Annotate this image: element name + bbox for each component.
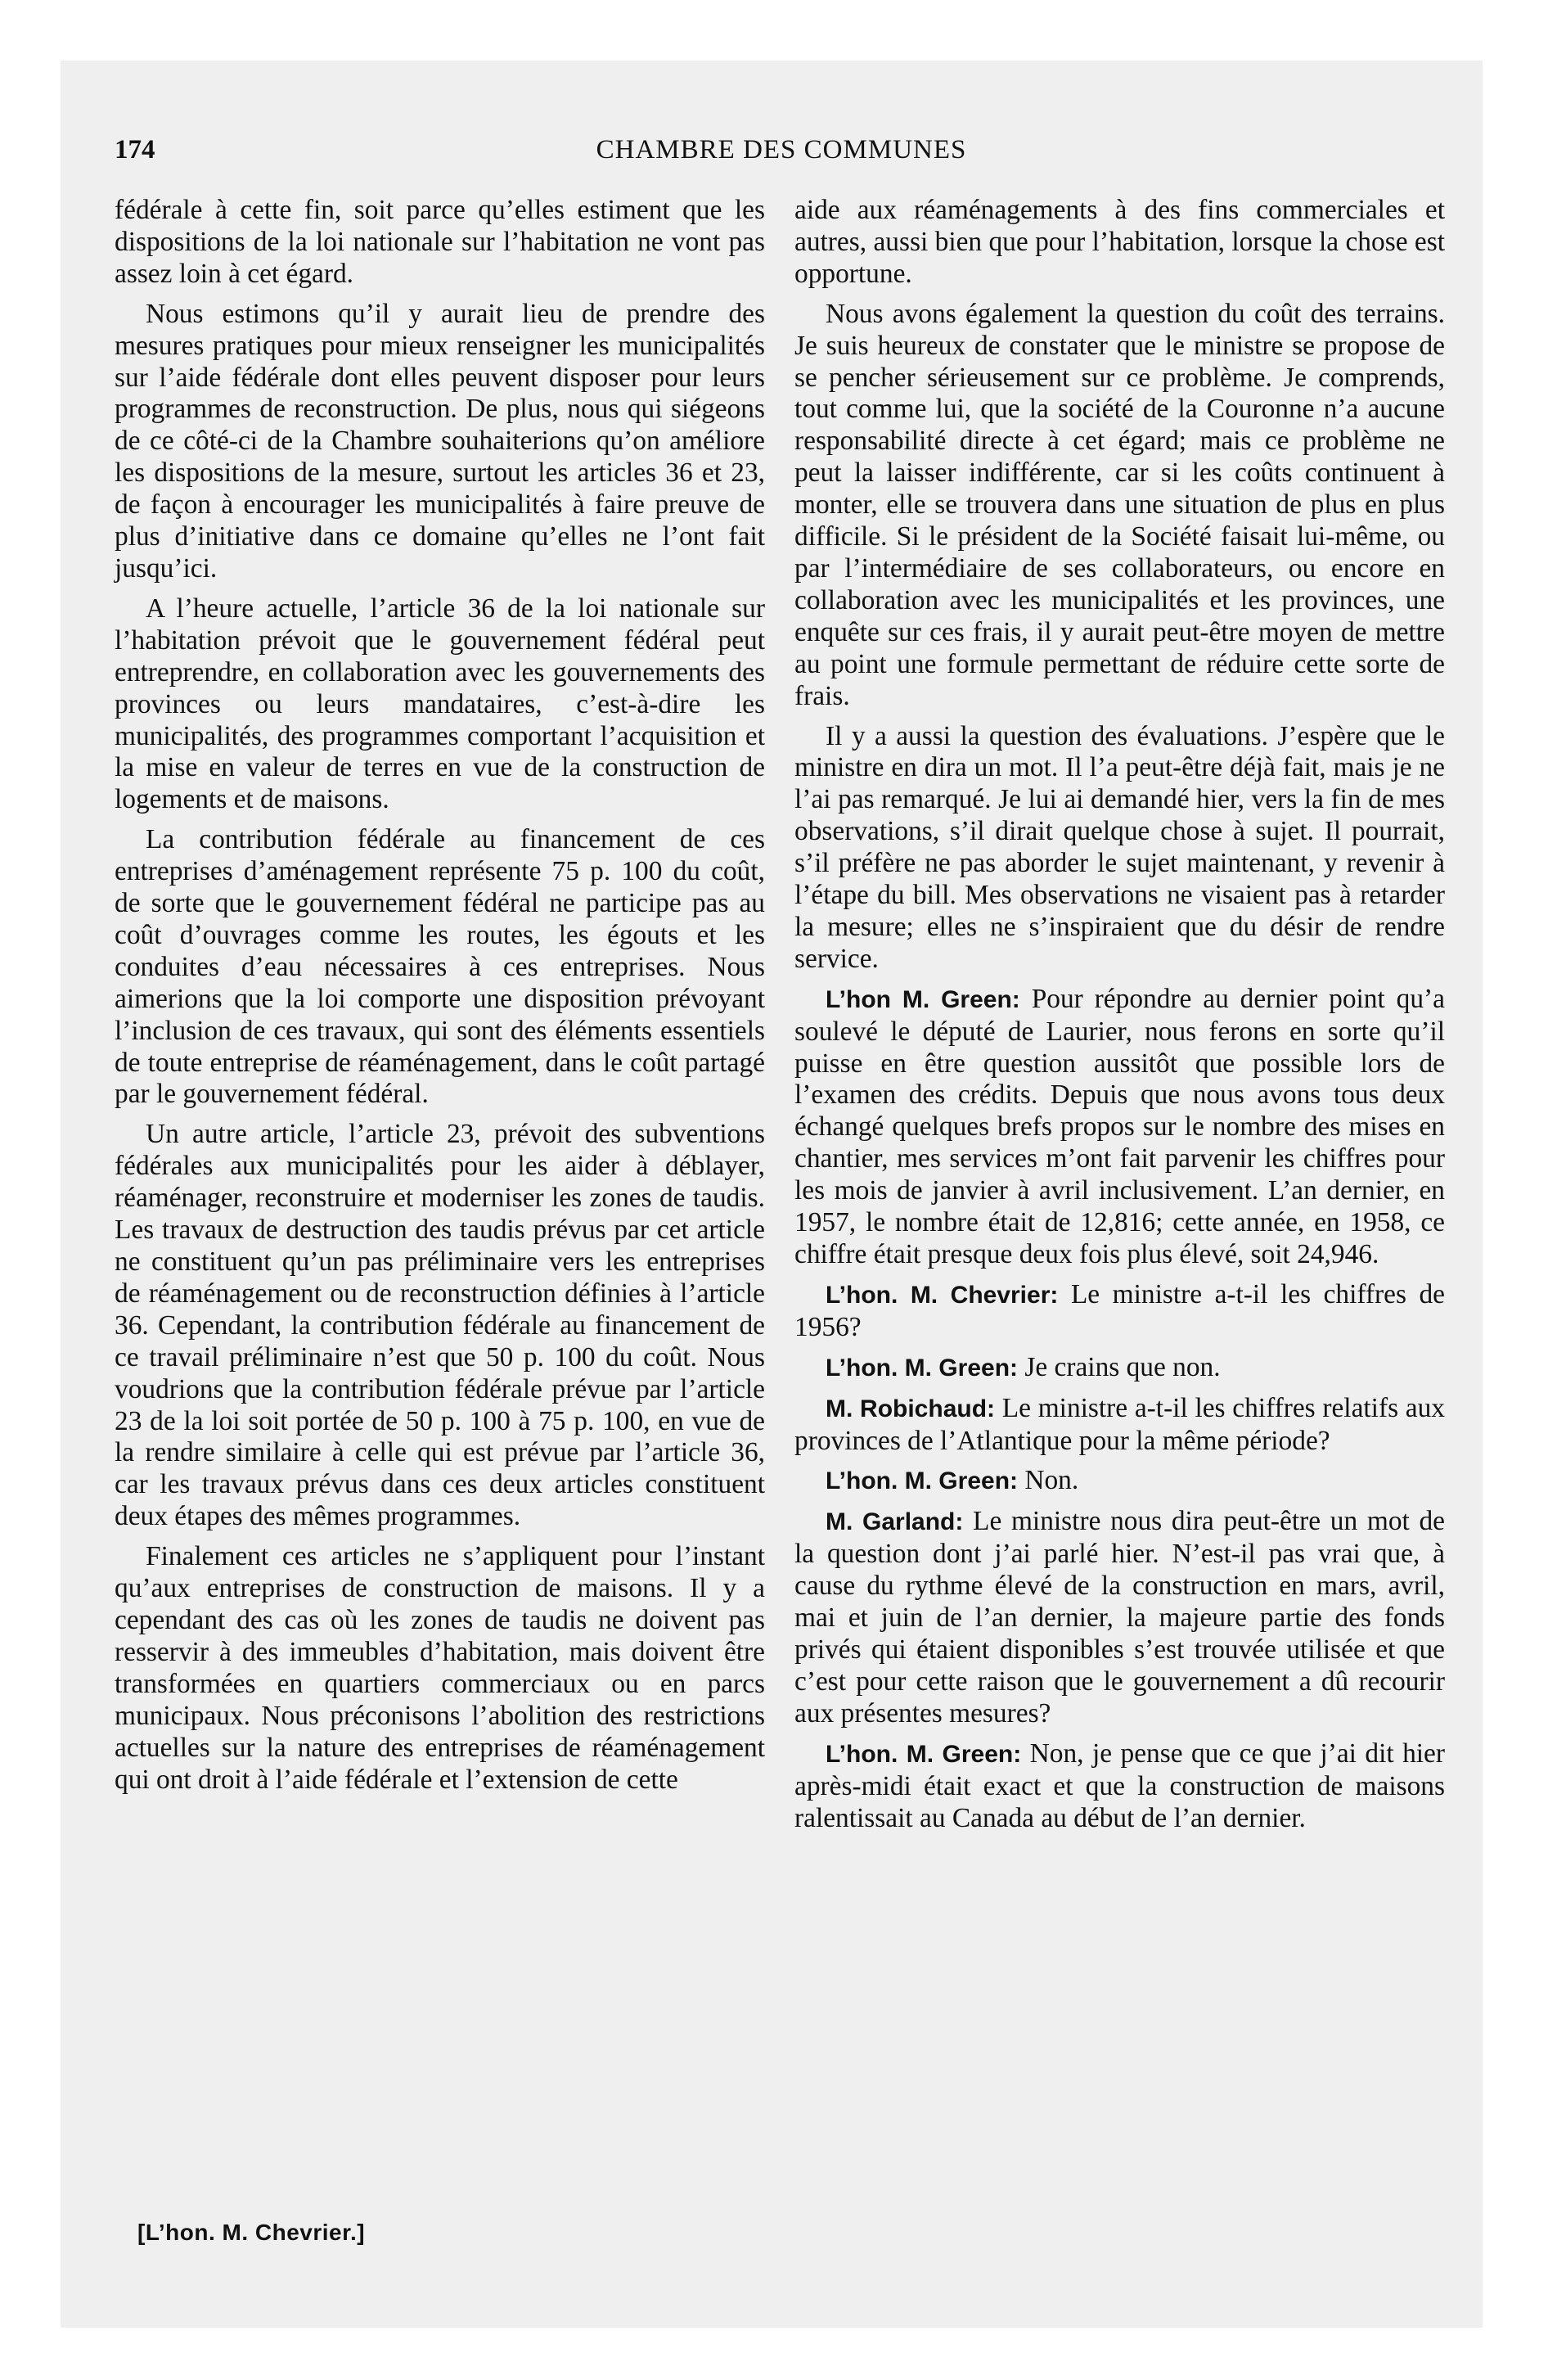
page-number: 174 — [115, 135, 155, 165]
speech-paragraph — [794, 1506, 1445, 1729]
speech-text: Le ministre a-t-il les chiffres de 1956? — [794, 1278, 1445, 1342]
speech-text: Non. — [1018, 1465, 1079, 1496]
page-header — [115, 135, 1448, 174]
left-column — [115, 195, 765, 1804]
paragraph — [794, 195, 1445, 291]
paragraph: Nous estimons qu’il y aurait lieu de prendre des mesures pratiques pour mieux renseigner les municipalités sur l’aide fédérale dont elles peuvent disposer pour leurs programmes de reconstruction. De plus, nous qui siégeons de ce côté-ci de la Chambre souhaiterions qu’on améliore les dispositions de la mesure, surtout les articles 36 et 23, de façon à encourager les municipalités à faire preuve de plus d’initiative dans ce domaine qu’elles ne l’ont fait jusqu’ici. — [115, 298, 765, 584]
speech-paragraph — [794, 1393, 1445, 1458]
paragraph: A l’heure actuelle, l’article 36 de la loi nationale sur l’habitation prévoit que le gouvernement fédéral peut entreprendre, en collaboration avec les gouvernements des provinces ou leurs mandataires, c’est-à-dire les municipalités, des programmes comportant l’acquisition et la mise en valeur de terres en vue de la construction de logements et de maisons. — [115, 593, 765, 815]
paragraph — [794, 721, 1445, 976]
speech-text: Je crains que non. — [1018, 1351, 1221, 1382]
speech-paragraph — [794, 1738, 1445, 1835]
running-title: CHAMBRE DES COMMUNES — [596, 135, 967, 165]
paragraph: fédérale à cette fin, soit parce qu’elles estiment que les dispositions de la loi nationale sur l’habitation ne vont pas assez loin à cet égard. — [115, 195, 765, 289]
paragraph — [794, 299, 1445, 713]
speaker-name: L’hon M. Green: — [826, 985, 1020, 1013]
right-column — [794, 195, 1445, 1842]
speech-paragraph — [794, 984, 1445, 1271]
speaker-name: M. Robichaud: — [826, 1395, 996, 1422]
speech-text: Le ministre a-t-il les chiffres relatifs aux provinces de l’Atlantique pour la même période? — [794, 1392, 1445, 1456]
speaker-name: L’hon. M. Chevrier: — [826, 1281, 1059, 1309]
footer-speaker-attribution: [L’hon. M. Chevrier.] — [137, 2220, 366, 2245]
paragraph-text: Il y a aussi la question des évaluations. J’espère que le ministre en dira un mot. Il l’a peut-être déjà fait, mais je ne l’ai pas remarqué. Je lui ai demandé hier, vers la fin de mes observations, s’il dirait quelque chose à sujet. Il pourrait, s’il préfère ne pas aborder le sujet maintenant, y revenir à l’étape du bill. Mes observations ne visaient pas à retarder la mesure; elles ne s’inspiraient que du désir de rendre service. — [794, 720, 1445, 974]
paragraph: Un autre article, l’article 23, prévoit des subventions fédérales aux municipalités pour les aider à déblayer, réaménager, reconstruire et moderniser les zones de taudis. Les travaux de destruction des taudis prévus par cet article ne constituent qu’un pas préliminaire vers les entreprises de réaménagement ou de reconstruction définies à l’article 36. Cependant, la contribution fédérale au financement de ce travail préliminaire n’est que 50 p. 100 du coût. Nous voudrions que la contribution fédérale prévue par l’article 23 de la loi soit portée de 50 p. 100 à 75 p. 100, en vue de la rendre similaire à celle qui est prévue par l’article 36, car les travaux prévus dans ces deux articles constituent deux étapes des mêmes programmes. — [115, 1119, 765, 1532]
speech-paragraph — [794, 1352, 1445, 1385]
speaker-name: L’hon. M. Green: — [826, 1354, 1019, 1382]
speaker-name: M. Garland: — [826, 1508, 964, 1536]
speech-paragraph — [794, 1279, 1445, 1344]
speech-text: Pour répondre au dernier point qu’a soulevé le député de Laurier, nous ferons en sorte qu’il puisse en être question aussitôt que possible lors de l’examen des crédits. Depuis que nous avons tous deux échangé quelques brefs propos sur le nombre des mises en chantier, mes services m’ont fait parvenir les chiffres pour les mois de janvier à avril inclusivement. L’an dernier, en 1957, le nombre était de 12,816; cette année, en 1958, ce chiffre était presque deux fois plus élevé, soit 24,946. — [794, 983, 1445, 1269]
speaker-name: L’hon. M. Green: — [826, 1467, 1019, 1495]
paragraph-text: aide aux réaménagements à des fins commerciales et autres, aussi bien que pour l’habitation, lorsque la chose est opportune. — [794, 195, 1445, 289]
paragraph: La contribution fédérale au financement de ces entreprises d’aménagement représente 75 p. 100 du coût, de sorte que le gouvernement fédéral ne participe pas au coût d’ouvrages comme les routes, les égouts et les conduites d’eau nécessaires à ces entreprises. Nous aimerions que la loi comporte une disposition prévoyant l’inclusion de ces travaux, qui sont des éléments essentiels de toute entreprise de réaménagement, dans le coût partagé par le gouvernement fédéral. — [115, 824, 765, 1110]
speaker-name: L’hon. M. Green: — [826, 1740, 1022, 1768]
speech-text: Le ministre nous dira peut-être un mot de la question dont j’ai parlé hier. N’est-il pas vrai que, à cause du rythme élevé de la construction en mars, avril, mai et juin de l’an dernier, la majeure partie des fonds privés qui étaient disponibles s’est trouvée utilisée et que c’est pour cette raison que le gouvernement a dû recourir aux présentes mesures? — [794, 1506, 1445, 1729]
speech-text: Non, je pense que ce que j’ai dit hier après-midi était exact et que la construction de maisons ralentissait au Canada au début de l’an dernier. — [794, 1738, 1445, 1833]
paragraph: Finalement ces articles ne s’appliquent pour l’instant qu’aux entreprises de construction de maisons. Il y a cependant des cas où les zones de taudis ne doivent pas resservir à des immeubles d’habitation, mais doivent être transformées en quartiers commerciaux ou en parcs municipaux. Nous préconisons l’abolition des restrictions actuelles sur la nature des entreprises de réaménagement qui ont droit à l’aide fédérale et l’extension de cette — [115, 1541, 765, 1795]
paragraph-text: Nous avons également la question du coût des terrains. Je suis heureux de constater que le ministre se propose de se pencher sérieusement sur ce problème. Je comprends, tout comme lui, que la société de la Couronne n’a aucune responsabilité directe à cet égard; mais ce problème ne peut la laisser indifférente, car si les coûts continuent à monter, elle se trouvera dans une situation de plus en plus difficile. Si le président de la Société faisait lui-même, ou par l’intermédiaire de ses collaborateurs, ou encore en collaboration avec les municipalités et les provinces, une enquête sur ces frais, il y aurait peut-être moyen de mettre au point une formule permettant de réduire cette sorte de frais. — [794, 298, 1445, 711]
speech-paragraph — [794, 1465, 1445, 1498]
